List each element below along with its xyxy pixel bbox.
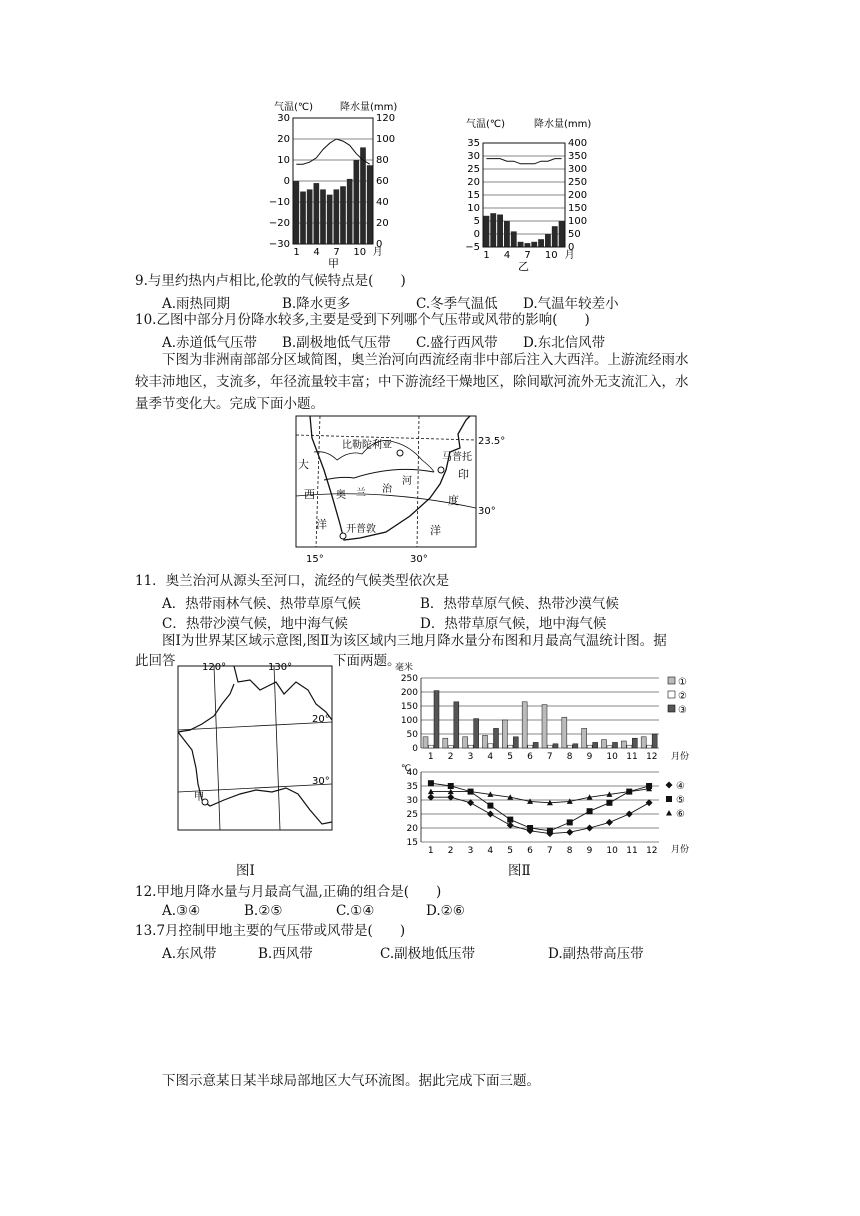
precip-x-tick: 4 bbox=[487, 752, 494, 762]
jia-precip-bar bbox=[320, 189, 326, 244]
temp-point bbox=[586, 825, 593, 832]
precip-x-unit: 月份 bbox=[671, 752, 690, 762]
precip-x-tick: 2 bbox=[447, 752, 454, 762]
temp-x-tick: 10 bbox=[606, 846, 618, 856]
ocean-e-1: 印 bbox=[458, 468, 469, 481]
precip-y-tick: 250 bbox=[400, 674, 418, 684]
temp-legend-label: ⑥ bbox=[676, 809, 685, 820]
jia-x-tick: 1 bbox=[293, 247, 300, 258]
q11-option-b[interactable]: B．热带草原气候、热带沙漠气候 bbox=[420, 596, 619, 612]
jia-precip-bar bbox=[314, 183, 320, 244]
precip-bar-s2 bbox=[508, 745, 513, 748]
precip-bar-s3 bbox=[454, 702, 459, 748]
intro-orange-river: 下图为非洲南部部分区域简图，奥兰治河向西流经南非中部后注入大西洋。上游流经雨水较丰沛地区，支流多，年径流量较丰富；中下游流经干燥地区，除间歇河流外无支流汇入，水量季节变化大。完成下面小题。 bbox=[135, 352, 689, 412]
jia-precip-bar bbox=[307, 189, 313, 244]
temp-point bbox=[507, 817, 513, 823]
q12-option-d[interactable]: D.②⑥ bbox=[426, 903, 465, 919]
precip-bar-s2 bbox=[528, 745, 533, 748]
yi-temp-line bbox=[486, 159, 561, 164]
precip-x-tick: 8 bbox=[566, 752, 573, 762]
precip-bar-s1 bbox=[502, 720, 507, 748]
precip-bar-s2 bbox=[488, 744, 493, 748]
yi-x-tick: 1 bbox=[483, 250, 490, 261]
q12-option-a[interactable]: A.③④ bbox=[162, 903, 201, 919]
q10-option-c[interactable]: C.盛行西风带 bbox=[416, 335, 498, 351]
yi-left-tick: −5 bbox=[465, 242, 480, 253]
map-australia bbox=[176, 660, 336, 832]
q9-option-b[interactable]: B.降水更多 bbox=[282, 296, 351, 312]
precip-x-tick: 3 bbox=[467, 752, 474, 762]
ocean-w-2: 西 bbox=[304, 488, 315, 501]
jia-x-tick: 10 bbox=[353, 247, 367, 258]
temp-point bbox=[666, 810, 672, 816]
temp-y-tick: 15 bbox=[406, 838, 418, 848]
yi-precip-bar bbox=[538, 239, 544, 247]
city-maputo: 马普托 bbox=[442, 452, 472, 463]
precip-bar-s3 bbox=[593, 742, 598, 748]
temp-y-tick: 30 bbox=[406, 796, 418, 806]
q12-option-b[interactable]: B.②⑤ bbox=[244, 903, 283, 919]
temp-x-tick: 1 bbox=[427, 846, 434, 856]
temp-point bbox=[666, 796, 672, 802]
question-13-stem: 13.7月控制甲地主要的气压带或风带是( ) bbox=[135, 923, 406, 939]
temp-unit: ℃ bbox=[401, 764, 412, 774]
temp-point bbox=[487, 811, 494, 818]
jia-right-tick: 40 bbox=[376, 197, 389, 208]
jia-right-tick: 20 bbox=[376, 218, 389, 229]
yi-right-tick: 0 bbox=[568, 242, 575, 253]
temp-x-tick: 4 bbox=[487, 846, 494, 856]
jia-precip-bar bbox=[334, 189, 340, 244]
lon-15: 15° bbox=[306, 554, 324, 565]
precip-y-tick: 100 bbox=[400, 716, 418, 726]
map-southern-africa bbox=[282, 412, 512, 567]
precip-x-tick: 11 bbox=[626, 752, 638, 762]
temp-line-s5 bbox=[431, 783, 649, 831]
precip-x-tick: 6 bbox=[527, 752, 533, 762]
jia-left-tick: 0 bbox=[283, 176, 290, 187]
jia-left-tick: −20 bbox=[268, 218, 290, 229]
q9-option-a[interactable]: A.雨热同期 bbox=[162, 296, 231, 312]
temp-x-tick: 7 bbox=[546, 846, 553, 856]
temp-point bbox=[567, 819, 573, 825]
precip-legend-swatch bbox=[668, 691, 675, 698]
temp-point bbox=[448, 783, 454, 789]
figure-2-caption: 图Ⅱ bbox=[508, 863, 531, 879]
jia-right-tick: 80 bbox=[376, 155, 389, 166]
temp-legend-label: ④ bbox=[676, 781, 685, 792]
precip-bar-s2 bbox=[587, 745, 592, 748]
q9-option-d[interactable]: D.气温年较差小 bbox=[523, 296, 619, 312]
jia-caption: 甲 bbox=[328, 257, 339, 270]
chart-temp-three-sites bbox=[395, 764, 695, 856]
yi-left-tick: 20 bbox=[467, 177, 480, 188]
precip-bar-s1 bbox=[463, 737, 468, 748]
temp-point bbox=[626, 811, 633, 818]
yi-precip-bar bbox=[525, 243, 531, 247]
yi-right-tick: 350 bbox=[568, 151, 588, 162]
jia-x-tick: 4 bbox=[313, 247, 320, 258]
q13-option-a[interactable]: A.东风带 bbox=[162, 946, 217, 962]
jia-right-tick: 0 bbox=[376, 239, 383, 250]
precip-legend-swatch bbox=[668, 705, 675, 712]
yi-left-tick: 10 bbox=[467, 203, 480, 214]
lon-30: 30° bbox=[410, 554, 428, 565]
precip-bar-s2 bbox=[468, 745, 473, 748]
precip-y-tick: 200 bbox=[400, 688, 418, 698]
temp-y-tick: 40 bbox=[406, 768, 418, 778]
precip-x-tick: 5 bbox=[507, 752, 513, 762]
precip-legend-label: ① bbox=[678, 677, 687, 688]
temp-point bbox=[527, 825, 533, 831]
jia-left-tick: 10 bbox=[277, 155, 290, 166]
river-char-3: 治 bbox=[382, 484, 392, 495]
q10-option-b[interactable]: B.副极地低气压带 bbox=[282, 335, 391, 351]
question-12-stem: 12.甲地月降水量与月最高气温,正确的组合是( ) bbox=[135, 884, 442, 900]
precip-bar-s2 bbox=[607, 746, 612, 748]
temp-x-tick: 9 bbox=[586, 846, 593, 856]
precip-bar-s3 bbox=[533, 742, 538, 748]
temp-point bbox=[566, 829, 573, 836]
yi-left-tick: 30 bbox=[467, 151, 480, 162]
chart-precip-three-sites bbox=[395, 662, 695, 762]
yi-right-tick: 50 bbox=[568, 229, 581, 240]
precip-bar-s3 bbox=[513, 737, 518, 748]
q13-option-d[interactable]: D.副热带高压带 bbox=[548, 946, 644, 962]
precip-x-tick: 1 bbox=[427, 752, 434, 762]
yi-precip-bar bbox=[545, 234, 551, 247]
yi-right-tick: 250 bbox=[568, 177, 588, 188]
figure-1-caption: 图Ⅰ bbox=[236, 863, 255, 879]
temp-point bbox=[428, 780, 434, 786]
question-10-stem: 10.乙图中部分月份降水较多,主要是受到下列哪个气压带或风带的影响( ) bbox=[135, 312, 590, 328]
temp-point bbox=[427, 794, 434, 801]
yi-left-tick: 0 bbox=[473, 229, 480, 240]
yi-right-tick: 400 bbox=[568, 138, 588, 149]
precip-x-tick: 9 bbox=[586, 752, 593, 762]
temp-x-tick: 6 bbox=[527, 846, 533, 856]
precip-bar-s1 bbox=[542, 705, 547, 748]
temp-point bbox=[666, 782, 673, 789]
precip-y-tick: 0 bbox=[412, 744, 418, 754]
precip-bar-s3 bbox=[613, 742, 618, 748]
precip-bar-s1 bbox=[602, 740, 607, 748]
precip-bar-s3 bbox=[553, 744, 558, 748]
jia-left-label: 气温(℃) bbox=[274, 102, 314, 113]
precip-bar-s1 bbox=[443, 738, 448, 748]
lon-120: 120° bbox=[202, 662, 227, 673]
temp-x-tick: 8 bbox=[566, 846, 573, 856]
yi-x-tick: 4 bbox=[503, 250, 511, 261]
yi-left-tick: 25 bbox=[467, 164, 480, 175]
temp-y-tick: 20 bbox=[406, 824, 418, 834]
yi-x-tick: 7 bbox=[524, 250, 531, 261]
intro-australia-b: 此回答 bbox=[135, 653, 176, 669]
temp-point bbox=[467, 799, 474, 806]
precip-bar-s3 bbox=[494, 728, 499, 748]
intro-circulation: 下图示意某日某半球局部地区大气环流图。据此完成下面三题。 bbox=[162, 1073, 540, 1089]
temp-point bbox=[606, 819, 613, 826]
precip-bar-s2 bbox=[429, 745, 434, 748]
precip-bar-s2 bbox=[548, 745, 553, 748]
temp-y-tick: 25 bbox=[406, 810, 418, 820]
jia-right-label: 降水量(mm) bbox=[340, 102, 398, 113]
precip-bar-s3 bbox=[632, 738, 637, 748]
yi-left-label: 气温(℃) bbox=[466, 119, 506, 130]
precip-y-tick: 50 bbox=[406, 730, 418, 740]
precip-bar-s3 bbox=[573, 744, 578, 748]
yi-caption: 乙 bbox=[518, 260, 529, 273]
yi-precip-bar bbox=[552, 226, 558, 247]
q9-option-c[interactable]: C.冬季气温低 bbox=[416, 296, 498, 312]
precip-bar-s1 bbox=[483, 735, 488, 748]
precip-bar-s1 bbox=[522, 702, 527, 748]
lon-130: 130° bbox=[268, 662, 293, 673]
lat-30: 30° bbox=[312, 776, 330, 787]
precip-bar-s1 bbox=[562, 717, 567, 748]
precip-x-tick: 7 bbox=[546, 752, 553, 762]
jia-precip-bar bbox=[300, 192, 306, 245]
yi-x-tick: 10 bbox=[544, 250, 558, 261]
temp-x-unit: 月份 bbox=[671, 845, 690, 855]
precip-bar-s2 bbox=[567, 745, 572, 748]
jia-left-tick: −10 bbox=[268, 197, 290, 208]
place-jia: 甲 bbox=[194, 792, 204, 803]
q13-option-c[interactable]: C.副极地低压带 bbox=[380, 946, 476, 962]
temp-point bbox=[547, 828, 553, 834]
city-cape-town: 开普敦 bbox=[346, 524, 376, 535]
lat-20: 20° bbox=[312, 714, 330, 725]
yi-precip-bar bbox=[559, 221, 565, 247]
yi-precip-bar bbox=[518, 242, 524, 247]
yi-right-tick: 300 bbox=[568, 164, 588, 175]
ocean-e-3: 洋 bbox=[430, 524, 441, 537]
q11-option-c[interactable]: C．热带沙漠气候，地中海气候 bbox=[162, 616, 348, 632]
jia-left-tick: −30 bbox=[268, 239, 290, 250]
temp-x-tick: 2 bbox=[447, 846, 454, 856]
intro-australia-a: 图Ⅰ为世界某区域示意图,图Ⅱ为该区域内三地月降水量分布图和月最高气温统计图。据 bbox=[162, 633, 667, 649]
jia-precip-bar bbox=[327, 195, 333, 244]
yi-left-tick: 15 bbox=[467, 190, 480, 201]
jia-precip-bar bbox=[294, 181, 300, 244]
river-char-2: 兰 bbox=[356, 488, 366, 499]
q13-option-b[interactable]: B.西风带 bbox=[258, 946, 313, 962]
q11-option-a[interactable]: A．热带雨林气候、热带草原气候 bbox=[162, 596, 361, 612]
yi-precip-bar bbox=[504, 221, 510, 247]
temp-legend-label: ⑤ bbox=[676, 795, 685, 806]
precip-bar-s3 bbox=[652, 734, 657, 748]
precip-legend-swatch bbox=[668, 677, 675, 684]
question-11-stem: 11．奥兰治河从源头至河口，流经的气候类型依次是 bbox=[135, 573, 450, 589]
precip-legend-label: ③ bbox=[678, 705, 687, 716]
jia-precip-bar bbox=[367, 165, 373, 244]
jia-precip-bar bbox=[347, 179, 353, 244]
jia-right-tick: 120 bbox=[376, 113, 396, 124]
jia-x-tick: 7 bbox=[333, 247, 340, 258]
jia-precip-bar bbox=[354, 160, 360, 244]
city-pretoria: 比勒陀利亚 bbox=[342, 440, 392, 451]
precip-x-tick: 12 bbox=[646, 752, 658, 762]
temp-point bbox=[606, 800, 612, 806]
temp-x-tick: 12 bbox=[646, 846, 658, 856]
jia-x-tick: 月 bbox=[372, 247, 383, 258]
yi-right-tick: 100 bbox=[568, 216, 588, 227]
yi-x-tick: 月 bbox=[564, 250, 575, 261]
q12-option-c[interactable]: C.①④ bbox=[336, 903, 375, 919]
yi-precip-bar bbox=[511, 231, 517, 247]
climate-chart-yi bbox=[460, 118, 610, 276]
jia-precip-bar bbox=[340, 186, 346, 244]
precip-bar-s1 bbox=[423, 737, 428, 748]
jia-left-tick: 30 bbox=[277, 113, 290, 124]
ocean-e-2: 度 bbox=[448, 494, 459, 507]
intro-australia-c: 下面两题。 bbox=[333, 653, 401, 669]
precip-bar-s1 bbox=[582, 728, 587, 748]
jia-right-tick: 100 bbox=[376, 134, 396, 145]
ocean-w-3: 洋 bbox=[316, 518, 327, 531]
precip-bar-s1 bbox=[641, 737, 646, 748]
precip-y-tick: 150 bbox=[400, 702, 418, 712]
yi-precip-bar bbox=[484, 216, 490, 247]
temp-point bbox=[587, 808, 593, 814]
ocean-w-1: 大 bbox=[298, 458, 309, 471]
yi-precip-bar bbox=[490, 213, 496, 247]
jia-right-tick: 60 bbox=[376, 176, 389, 187]
climate-chart-jia bbox=[268, 100, 418, 270]
precip-bar-s1 bbox=[621, 741, 626, 748]
yi-left-tick: 35 bbox=[467, 138, 480, 149]
temp-x-tick: 11 bbox=[626, 846, 638, 856]
precip-unit: 毫米 bbox=[395, 663, 414, 673]
yi-right-label: 降水量(mm) bbox=[534, 119, 592, 130]
temp-point bbox=[447, 794, 454, 801]
lat-23-5: 23.5° bbox=[478, 436, 506, 447]
precip-bar-s2 bbox=[448, 746, 453, 748]
q11-option-d[interactable]: D．热带草原气候，地中海气候 bbox=[420, 616, 607, 632]
river-char-1: 奥 bbox=[336, 490, 346, 501]
temp-y-tick: 35 bbox=[406, 782, 418, 792]
temp-point bbox=[487, 803, 493, 809]
precip-bar-s3 bbox=[474, 719, 479, 748]
jia-left-tick: 20 bbox=[277, 134, 290, 145]
precip-x-tick: 10 bbox=[606, 752, 618, 762]
lat-30: 30° bbox=[478, 506, 496, 517]
yi-right-tick: 150 bbox=[568, 203, 588, 214]
yi-precip-bar bbox=[531, 242, 537, 247]
temp-point bbox=[646, 799, 653, 806]
temp-x-tick: 5 bbox=[507, 846, 513, 856]
q10-option-d[interactable]: D.东北信风带 bbox=[523, 335, 606, 351]
yi-right-tick: 200 bbox=[568, 190, 588, 201]
question-9-stem: 9.与里约热内卢相比,伦敦的气候特点是( ) bbox=[135, 273, 406, 289]
jia-precip-bar bbox=[360, 147, 366, 244]
precip-bar-s2 bbox=[647, 745, 652, 748]
precip-legend-label: ② bbox=[678, 691, 687, 702]
precip-bar-s2 bbox=[627, 745, 632, 748]
yi-precip-bar bbox=[497, 215, 503, 248]
yi-left-tick: 5 bbox=[473, 216, 480, 227]
temp-x-tick: 3 bbox=[467, 846, 474, 856]
temp-point bbox=[507, 822, 514, 829]
precip-bar-s3 bbox=[434, 691, 439, 748]
q10-option-a[interactable]: A.赤道低气压带 bbox=[162, 335, 258, 351]
river-char-4: 河 bbox=[402, 476, 412, 487]
